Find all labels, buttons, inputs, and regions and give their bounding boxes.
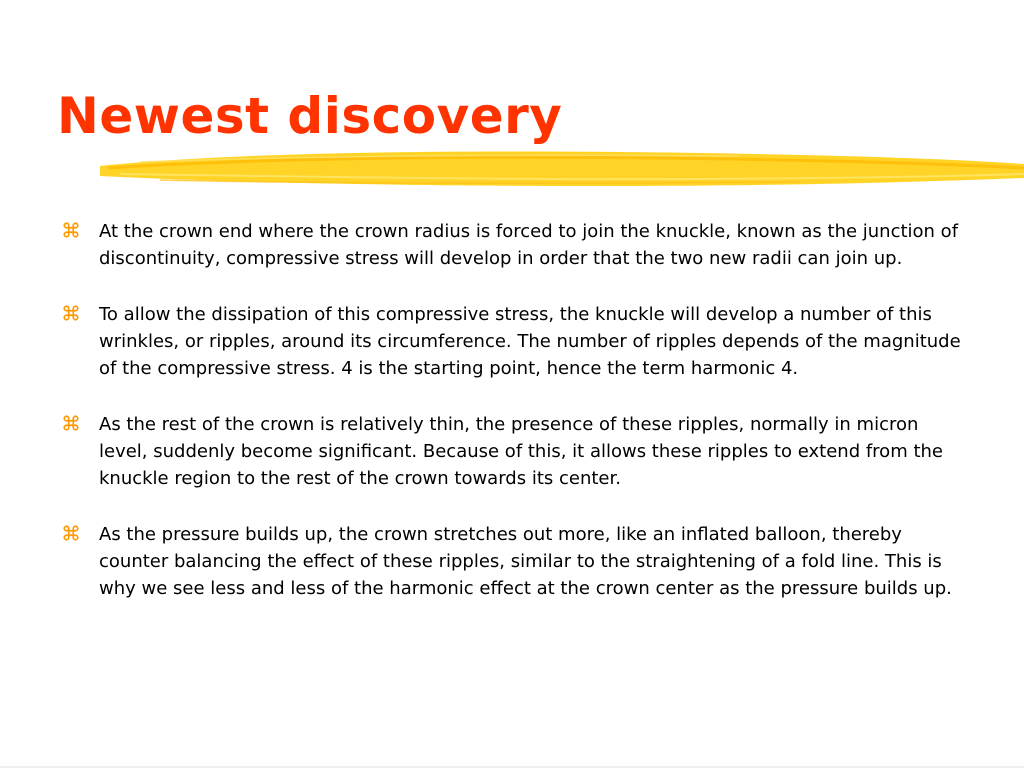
bullet-text: At the crown end where the crown radius is forced to join the knuckle, known as the junction of discontinuity, compressive stress will develop in order that the two new radii can join up. [99,221,959,269]
slide-title: Newest discovery [57,87,563,145]
command-key-icon [62,304,80,322]
list-item [62,411,967,492]
command-key-icon [62,221,80,239]
command-key-icon [62,414,80,432]
bullet-text: As the rest of the crown is relatively thin, the presence of these ripples, normally in micron level, suddenly become significant. Because of this, it allows these ripples to extend from the knuckle region to the rest of the crown towards its center. [99,414,943,489]
list-item [62,218,967,272]
bullet-list [62,218,967,631]
brush-underline [100,146,1024,194]
list-item [62,521,967,602]
command-key-icon [62,524,80,542]
list-item [62,301,967,382]
bullet-text: To allow the dissipation of this compressive stress, the knuckle will develop a number of this wrinkles, or ripples, around its circumference. The number of ripples depends of the magnitude of the compressive stress. 4 is the starting point, hence the term harmonic 4. [99,304,961,379]
bullet-text: As the pressure builds up, the crown stretches out more, like an inflated balloon, thereby counter balancing the effect of these ripples, similar to the straightening of a fold line. This is why we see less and less of the harmonic effect at the crown center as the pressure builds up. [99,524,952,599]
